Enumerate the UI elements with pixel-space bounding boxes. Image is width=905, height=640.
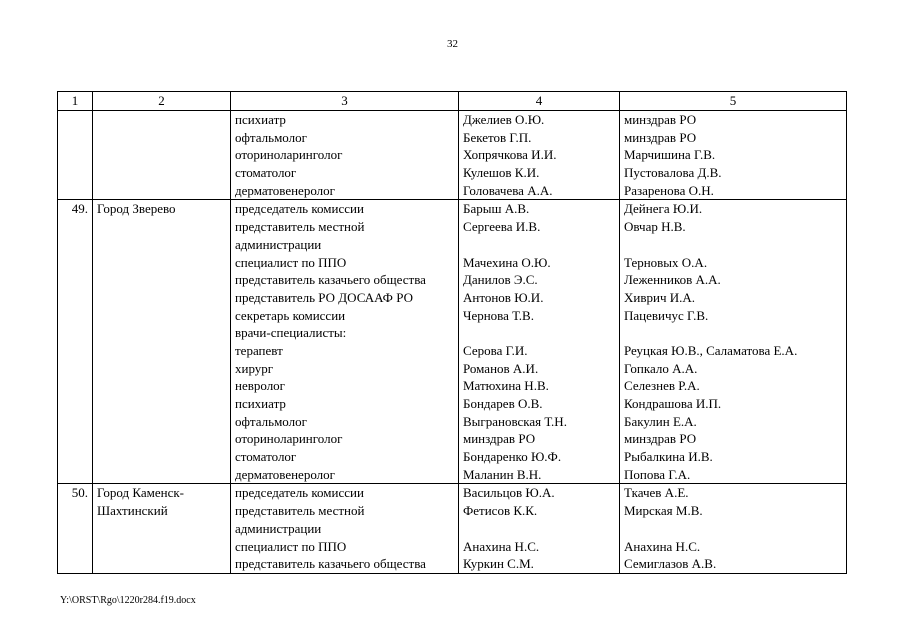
reserve-cell-line: Реуцкая Ю.В., Саламатова Е.А. xyxy=(624,342,798,358)
role-cell-line: дерматовенеролог xyxy=(235,182,335,198)
role-cell-line: администрации xyxy=(235,236,322,252)
role-cell-line: невролог xyxy=(235,378,286,394)
role-cell-line: дерматовенеролог xyxy=(235,466,335,482)
row-number xyxy=(58,111,93,200)
row-number: 50. xyxy=(58,484,93,573)
role-cell-line: председатель комиссии xyxy=(235,485,364,501)
municipality-name-line: Город Зверево xyxy=(97,201,176,217)
role-cell-line: офтальмолог xyxy=(235,413,307,429)
member-cell-line xyxy=(463,236,615,254)
member-cell xyxy=(459,111,620,200)
member-cell-line: Головачева А.А. xyxy=(463,182,553,198)
reserve-cell xyxy=(620,200,847,484)
reserve-cell-line: Овчар Н.В. xyxy=(624,219,686,235)
role-cell xyxy=(231,111,459,200)
municipality-name xyxy=(93,484,231,573)
reserve-cell-line: Семиглазов А.В. xyxy=(624,556,717,572)
reserve-cell-line: минздрав РО xyxy=(624,431,697,447)
member-cell-line: Серова Г.И. xyxy=(463,342,528,358)
file-path-footer: Y:\ORST\Rgo\1220r284.f19.docx xyxy=(60,595,196,606)
commission-table xyxy=(57,91,847,574)
row-number: 49. xyxy=(58,200,93,484)
member-cell-line: Данилов Э.С. xyxy=(463,272,538,288)
member-cell-line: Романов А.И. xyxy=(463,360,539,376)
municipality-name-line: Город Каменск- xyxy=(97,485,185,501)
member-cell-line xyxy=(463,520,615,538)
reserve-cell-line: Попова Г.А. xyxy=(624,466,691,482)
member-cell-line: Фетисов К.К. xyxy=(463,503,538,519)
reserve-cell-line: Гопкало А.А. xyxy=(624,360,698,376)
reserve-cell-line: Терновых О.А. xyxy=(624,254,708,270)
header-row xyxy=(58,92,847,111)
reserve-cell-line: Леженников А.А. xyxy=(624,272,721,288)
page-number: 32 xyxy=(447,38,458,50)
reserve-cell-line: Пустовалова Д.В. xyxy=(624,165,722,181)
reserve-cell xyxy=(620,484,847,573)
municipality-name xyxy=(93,200,231,484)
role-cell-line: оториноларинголог xyxy=(235,147,343,163)
member-cell-line: Выграновская Т.Н. xyxy=(463,413,567,429)
reserve-cell-line: минздрав РО xyxy=(624,129,697,145)
role-cell-line: специалист по ППО xyxy=(235,254,347,270)
header-cell: 5 xyxy=(620,92,847,111)
member-cell-line: Анахина Н.С. xyxy=(463,538,540,554)
role-cell-line: секретарь комиссии xyxy=(235,307,346,323)
role-cell-line: психиатр xyxy=(235,112,286,127)
role-cell-line: председатель комиссии xyxy=(235,201,364,217)
member-cell-line: Мачехина О.Ю. xyxy=(463,254,551,270)
table-row xyxy=(58,484,847,573)
reserve-cell-line xyxy=(624,324,842,342)
role-cell-line: представитель РО ДОСААФ РО xyxy=(235,289,413,305)
role-cell-line: представитель местной xyxy=(235,503,365,519)
role-cell-line: представитель местной xyxy=(235,219,365,235)
role-cell-line: хирург xyxy=(235,360,274,376)
reserve-cell-line: минздрав РО xyxy=(624,112,697,127)
role-cell xyxy=(231,200,459,484)
role-cell-line: стоматолог xyxy=(235,165,297,181)
reserve-cell-line xyxy=(624,520,842,538)
reserve-cell-line: Кондрашова И.П. xyxy=(624,396,722,411)
member-cell-line: Хопрячкова И.И. xyxy=(463,147,557,163)
member-cell-line: Бекетов Г.П. xyxy=(463,129,532,145)
member-cell-line: минздрав РО xyxy=(463,431,536,447)
member-cell-line: Барыш А.В. xyxy=(463,201,530,217)
member-cell-line xyxy=(463,324,615,342)
member-cell-line: Васильцов Ю.А. xyxy=(463,485,555,501)
reserve-cell-line: Дейнега Ю.И. xyxy=(624,201,703,217)
role-cell-line: терапевт xyxy=(235,342,283,358)
member-cell-line: Чернова Т.В. xyxy=(463,307,534,323)
header-cell: 2 xyxy=(93,92,231,111)
reserve-cell-line: Хиврич И.А. xyxy=(624,289,696,305)
role-cell-line: врачи-специалисты: xyxy=(235,325,347,341)
role-cell-line: представитель казачьего общества xyxy=(235,272,426,288)
reserve-cell-line: Селезнев Р.А. xyxy=(624,378,700,394)
member-cell xyxy=(459,200,620,484)
role-cell-line: специалист по ППО xyxy=(235,538,347,554)
municipality-name-line: Шахтинский xyxy=(97,503,168,519)
member-cell-line: Кулешов К.И. xyxy=(463,165,540,181)
role-cell-line: оториноларинголог xyxy=(235,431,343,447)
table-body xyxy=(58,111,847,574)
role-cell xyxy=(231,484,459,573)
reserve-cell-line: Рыбалкина И.В. xyxy=(624,449,713,465)
role-cell-line: офтальмолог xyxy=(235,129,307,145)
role-cell-line: стоматолог xyxy=(235,449,297,465)
reserve-cell-line: Ткачев А.Е. xyxy=(624,485,689,501)
header-cell: 3 xyxy=(231,92,459,111)
member-cell-line: Матюхина Н.В. xyxy=(463,378,549,394)
member-cell-line: Маланин В.Н. xyxy=(463,466,542,482)
reserve-cell-line: Пацевичус Г.В. xyxy=(624,307,709,323)
member-cell-line: Бондаренко Ю.Ф. xyxy=(463,449,562,465)
reserve-cell-line: Бакулин Е.А. xyxy=(624,413,697,429)
role-cell-line: представитель казачьего общества xyxy=(235,556,426,572)
reserve-cell-line: Анахина Н.С. xyxy=(624,538,701,554)
role-cell-line: администрации xyxy=(235,520,322,536)
reserve-cell-line xyxy=(624,236,842,254)
member-cell-line: Джелиев О.Ю. xyxy=(463,112,545,127)
reserve-cell xyxy=(620,111,847,200)
member-cell-line: Бондарев О.В. xyxy=(463,396,543,411)
reserve-cell-line: Разаренова О.Н. xyxy=(624,182,714,198)
table-row xyxy=(58,111,847,200)
header-cell: 4 xyxy=(459,92,620,111)
reserve-cell-line: Мирская М.В. xyxy=(624,503,703,519)
municipality-name xyxy=(93,111,231,200)
member-cell-line: Куркин С.М. xyxy=(463,556,534,572)
member-cell xyxy=(459,484,620,573)
reserve-cell-line: Марчишина Г.В. xyxy=(624,147,716,163)
member-cell-line: Сергеева И.В. xyxy=(463,219,541,235)
header-cell: 1 xyxy=(58,92,93,111)
role-cell-line: психиатр xyxy=(235,396,286,411)
table-row xyxy=(58,200,847,484)
member-cell-line: Антонов Ю.И. xyxy=(463,289,544,305)
